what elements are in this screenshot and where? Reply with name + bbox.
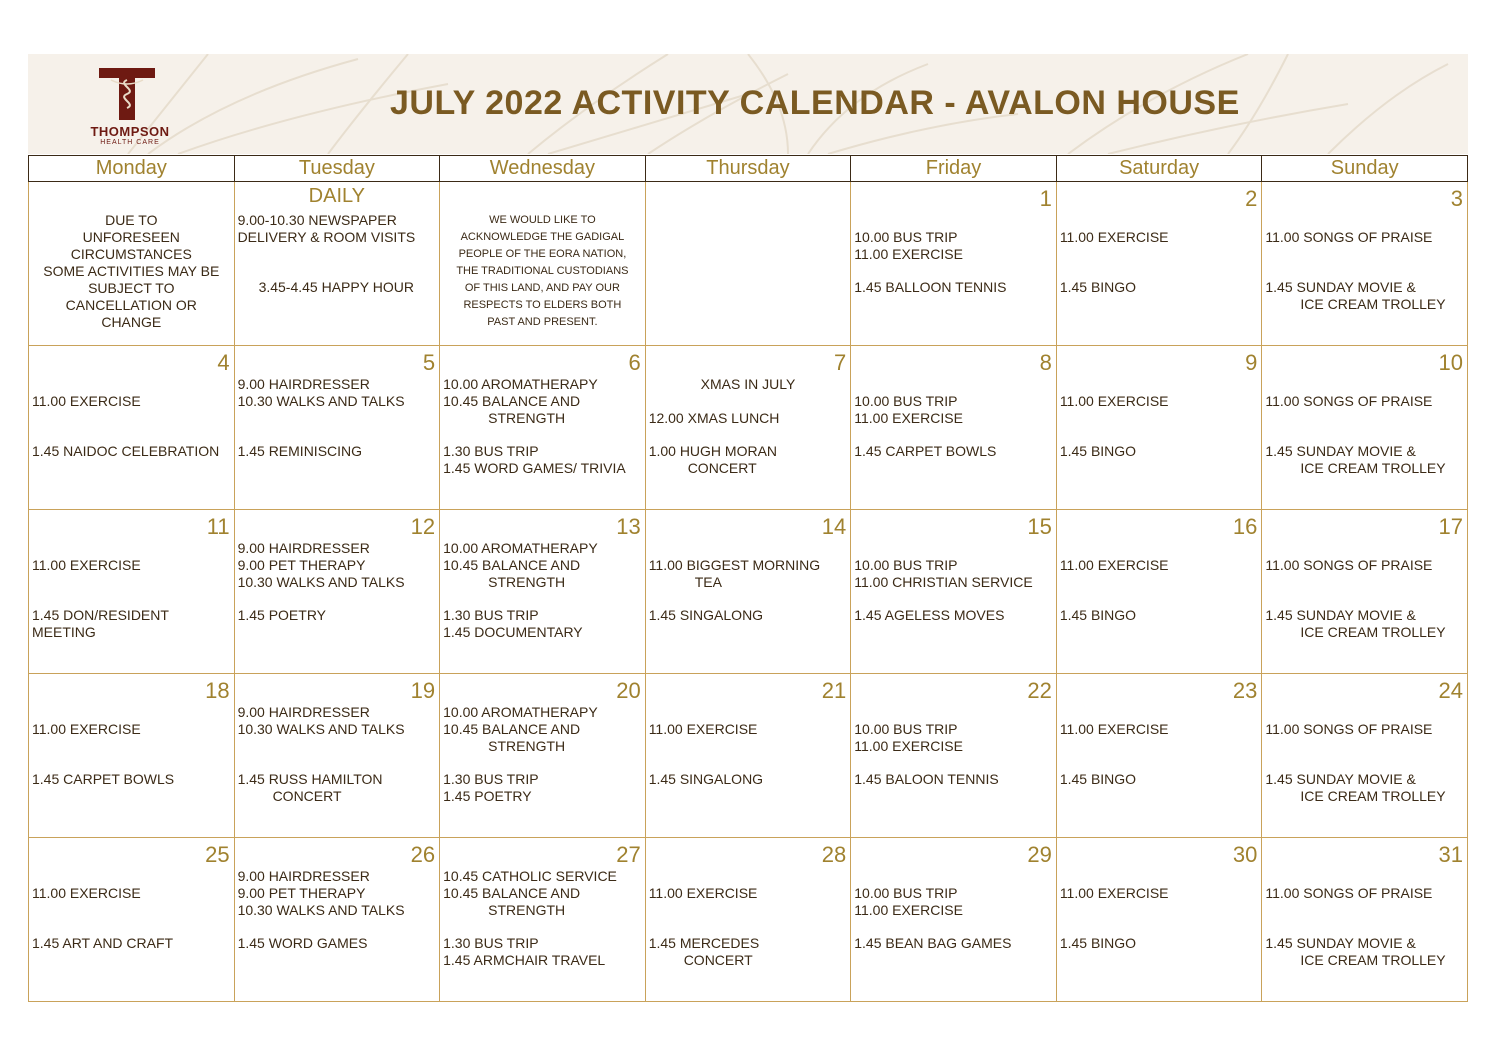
day-cell bbox=[1262, 674, 1468, 838]
day-number: 2 bbox=[1245, 186, 1258, 211]
day-cell bbox=[645, 838, 851, 1002]
activity: 1.45 DOCUMENTARY bbox=[443, 624, 583, 640]
day-cell bbox=[1262, 182, 1468, 346]
day-cell-acknowledgement bbox=[440, 182, 646, 346]
activity: 1.45 BINGO bbox=[1059, 279, 1137, 295]
page-title: JULY 2022 ACTIVITY CALENDAR - AVALON HOUSE bbox=[390, 84, 1240, 122]
activity: 11.00 EXERCISE bbox=[648, 885, 758, 901]
day-number: 26 bbox=[410, 842, 436, 867]
day-number: 1 bbox=[1039, 186, 1052, 211]
day-cell bbox=[645, 674, 851, 838]
activity: 10.00 BUS TRIP bbox=[854, 885, 958, 901]
activity: 1.45 WORD GAMES bbox=[237, 935, 368, 951]
activity: CONCERT bbox=[272, 788, 342, 804]
day-cell bbox=[29, 346, 235, 510]
activity: ICE CREAM TROLLEY bbox=[1300, 296, 1446, 312]
day-number: 17 bbox=[1438, 514, 1463, 539]
day-cell bbox=[1056, 674, 1262, 838]
thompson-logo-icon bbox=[97, 66, 157, 122]
activity: 1.30 BUS TRIP bbox=[443, 607, 539, 623]
activity: 9.00 HAIRDRESSER bbox=[237, 704, 370, 720]
day-number: 6 bbox=[628, 350, 641, 375]
activity: 10.00 AROMATHERAPY bbox=[443, 704, 598, 720]
activity: 1.45 DON/RESIDENT bbox=[32, 607, 169, 623]
week-row-4 bbox=[29, 674, 1468, 838]
ack-line: ACKNOWLEDGE THE GADIGAL bbox=[460, 231, 625, 243]
day-cell bbox=[440, 838, 646, 1002]
notice-line: SOME ACTIVITIES MAY BE bbox=[43, 263, 220, 279]
day-cell bbox=[851, 346, 1057, 510]
activity: 11.00 EXERCISE bbox=[32, 557, 141, 573]
day-cell bbox=[440, 510, 646, 674]
activity: 10.00 BUS TRIP bbox=[854, 721, 958, 737]
ack-line: RESPECTS TO ELDERS BOTH bbox=[463, 299, 622, 311]
day-number: 21 bbox=[821, 678, 847, 703]
day-cell bbox=[851, 510, 1057, 674]
activity: 10.30 WALKS AND TALKS bbox=[237, 574, 405, 590]
activity: 10.45 BALANCE AND bbox=[443, 557, 581, 573]
activity: 1.45 BEAN BAG GAMES bbox=[854, 935, 1012, 951]
day-cell bbox=[440, 346, 646, 510]
day-number: 3 bbox=[1450, 186, 1463, 211]
activity: 10.00 BUS TRIP bbox=[854, 393, 958, 409]
activity: 1.45 CARPET BOWLS bbox=[854, 443, 997, 459]
activity: STRENGTH bbox=[488, 410, 566, 426]
day-number: 19 bbox=[410, 678, 436, 703]
activity: 10.00 AROMATHERAPY bbox=[443, 376, 598, 392]
weekday-thursday: Thursday bbox=[645, 156, 851, 182]
day-cell bbox=[29, 838, 235, 1002]
activity: 9.00 PET THERAPY bbox=[237, 885, 366, 901]
activity: 1.45 MERCEDES bbox=[648, 935, 760, 951]
activity: 10.45 BALANCE AND bbox=[443, 393, 581, 409]
weekday-tuesday: Tuesday bbox=[234, 156, 440, 182]
day-cell bbox=[1056, 510, 1262, 674]
notice-line: SUBJECT TO bbox=[88, 280, 175, 296]
activity: MEETING bbox=[32, 624, 96, 640]
activity: 1.45 POETRY bbox=[237, 607, 327, 623]
activity: 9.00 HAIRDRESSER bbox=[237, 376, 370, 392]
day-cell-daily bbox=[234, 182, 440, 346]
activity: 12.00 XMAS LUNCH bbox=[648, 410, 780, 426]
activity: 9.00 PET THERAPY bbox=[237, 557, 366, 573]
day-cell bbox=[234, 510, 440, 674]
day-cell bbox=[1056, 838, 1262, 1002]
day-number: 27 bbox=[616, 842, 641, 867]
ack-line: PEOPLE OF THE EORA NATION, bbox=[458, 248, 627, 260]
activity: 1.45 AGELESS MOVES bbox=[854, 607, 1005, 623]
weekday-monday: Monday bbox=[29, 156, 235, 182]
activity: 11.00 EXERCISE bbox=[1059, 885, 1169, 901]
activity: 1.45 BALOON TENNIS bbox=[854, 771, 999, 787]
activity: 9.00 HAIRDRESSER bbox=[237, 868, 370, 884]
activity: 1.45 SUNDAY MOVIE & bbox=[1265, 935, 1416, 951]
day-cell bbox=[1056, 182, 1262, 346]
activity: 10.00 BUS TRIP bbox=[854, 229, 958, 245]
activity: 11.00 EXERCISE bbox=[32, 885, 141, 901]
activity: 1.45 SUNDAY MOVIE & bbox=[1265, 771, 1416, 787]
day-number: 24 bbox=[1438, 678, 1463, 703]
activity: 11.00 SONGS OF PRAISE bbox=[1265, 885, 1433, 901]
activity: ICE CREAM TROLLEY bbox=[1300, 460, 1446, 476]
activity: 1.45 BINGO bbox=[1059, 935, 1137, 951]
thompson-logo bbox=[30, 62, 230, 152]
activity: 11.00 SONGS OF PRAISE bbox=[1265, 393, 1433, 409]
day-cell bbox=[29, 674, 235, 838]
activity: 11.00 EXERCISE bbox=[1059, 557, 1169, 573]
activity: 1.45 RUSS HAMILTON bbox=[237, 771, 383, 787]
day-number: 18 bbox=[205, 678, 230, 703]
notice-line: CIRCUMSTANCES bbox=[70, 246, 192, 262]
day-number: 14 bbox=[821, 514, 847, 539]
activity: 1.30 BUS TRIP bbox=[443, 771, 539, 787]
calendar-grid bbox=[28, 155, 1468, 1002]
week-row-3 bbox=[29, 510, 1468, 674]
activity: 10.30 WALKS AND TALKS bbox=[237, 393, 405, 409]
day-number: 5 bbox=[422, 350, 436, 375]
activity: 11.00 SONGS OF PRAISE bbox=[1265, 721, 1433, 737]
ack-line: OF THIS LAND, AND PAY OUR bbox=[464, 282, 620, 294]
activity: 11.00 BIGGEST MORNING bbox=[648, 557, 821, 573]
activity: 3.45-4.45 HAPPY HOUR bbox=[258, 279, 414, 295]
day-cell bbox=[440, 674, 646, 838]
day-number: 15 bbox=[1027, 514, 1052, 539]
activity: 11.00 SONGS OF PRAISE bbox=[1265, 229, 1433, 245]
activity: 10.45 CATHOLIC SERVICE bbox=[443, 868, 617, 884]
day-cell bbox=[851, 674, 1057, 838]
activity: 10.30 WALKS AND TALKS bbox=[237, 721, 405, 737]
day-cell bbox=[29, 510, 235, 674]
day-number: 20 bbox=[616, 678, 641, 703]
activity: 11.00 EXERCISE bbox=[1059, 721, 1169, 737]
activity: DELIVERY & ROOM VISITS bbox=[237, 229, 416, 245]
activity: 1.45 NAIDOC CELEBRATION bbox=[32, 443, 220, 459]
activity: 1.45 WORD GAMES/ TRIVIA bbox=[443, 460, 626, 476]
activity: 10.00 BUS TRIP bbox=[854, 557, 958, 573]
activity: ICE CREAM TROLLEY bbox=[1300, 952, 1446, 968]
day-number: 8 bbox=[1039, 350, 1052, 375]
activity: 11.00 EXERCISE bbox=[854, 246, 963, 262]
activity: 9.00-10.30 NEWSPAPER bbox=[237, 212, 397, 228]
notice-line: CANCELLATION OR bbox=[65, 297, 197, 313]
activity: 1.45 BALLOON TENNIS bbox=[854, 279, 1007, 295]
activity: ICE CREAM TROLLEY bbox=[1300, 788, 1446, 804]
activity: TEA bbox=[694, 574, 722, 590]
activity: 10.30 WALKS AND TALKS bbox=[237, 902, 405, 918]
weekday-sunday: Sunday bbox=[1262, 156, 1468, 182]
activity: 1.45 ART AND CRAFT bbox=[32, 935, 174, 951]
ack-line: WE WOULD LIKE TO bbox=[489, 214, 596, 226]
activity: 11.00 EXERCISE bbox=[854, 738, 963, 754]
activity: CONCERT bbox=[687, 460, 757, 476]
day-number: 16 bbox=[1232, 514, 1258, 539]
logo-name: THOMPSON bbox=[90, 124, 170, 139]
ack-line: PAST AND PRESENT. bbox=[487, 316, 598, 328]
notice-line: DUE TO bbox=[105, 212, 158, 228]
activity: 1.45 POETRY bbox=[443, 788, 532, 804]
day-number: 4 bbox=[217, 350, 230, 375]
logo-subtitle: HEALTH CARE bbox=[100, 139, 160, 146]
day-number: 28 bbox=[821, 842, 847, 867]
activity: STRENGTH bbox=[488, 902, 566, 918]
activity: 1.45 SUNDAY MOVIE & bbox=[1265, 279, 1416, 295]
activity: 1.45 SINGALONG bbox=[648, 771, 764, 787]
activity: 1.00 HUGH MORAN bbox=[648, 443, 778, 459]
weekday-saturday: Saturday bbox=[1056, 156, 1262, 182]
day-cell bbox=[234, 838, 440, 1002]
activity: 1.45 SUNDAY MOVIE & bbox=[1265, 443, 1416, 459]
activity: 1.30 BUS TRIP bbox=[443, 935, 539, 951]
weekday-header-row bbox=[29, 156, 1468, 182]
activity: 9.00 HAIRDRESSER bbox=[237, 540, 370, 556]
activity: 1.45 SUNDAY MOVIE & bbox=[1265, 607, 1416, 623]
activity: 11.00 CHRISTIAN SERVICE bbox=[854, 574, 1033, 590]
day-number: 30 bbox=[1232, 842, 1258, 867]
activity: ICE CREAM TROLLEY bbox=[1300, 624, 1446, 640]
daily-heading: DAILY bbox=[308, 185, 365, 207]
ack-line: THE TRADITIONAL CUSTODIANS bbox=[456, 265, 629, 277]
week-row-1 bbox=[29, 182, 1468, 346]
day-number: 31 bbox=[1438, 842, 1463, 867]
day-number: 11 bbox=[206, 514, 230, 539]
activity: STRENGTH bbox=[488, 738, 566, 754]
activity: 11.00 EXERCISE bbox=[1059, 229, 1169, 245]
activity: 1.45 BINGO bbox=[1059, 771, 1137, 787]
day-cell bbox=[1262, 346, 1468, 510]
activity: 10.45 BALANCE AND bbox=[443, 885, 581, 901]
weekday-friday: Friday bbox=[851, 156, 1057, 182]
weekday-wednesday: Wednesday bbox=[440, 156, 646, 182]
activity: XMAS IN JULY bbox=[700, 376, 796, 392]
activity: 11.00 SONGS OF PRAISE bbox=[1265, 557, 1433, 573]
day-cell bbox=[1262, 838, 1468, 1002]
day-cell-empty bbox=[645, 182, 851, 346]
activity: 1.30 BUS TRIP bbox=[443, 443, 539, 459]
day-cell bbox=[1056, 346, 1262, 510]
day-number: 13 bbox=[616, 514, 641, 539]
activity: 11.00 EXERCISE bbox=[648, 721, 758, 737]
activity: 11.00 EXERCISE bbox=[854, 410, 963, 426]
activity: 11.00 EXERCISE bbox=[32, 393, 141, 409]
day-cell bbox=[851, 838, 1057, 1002]
activity: 10.45 BALANCE AND bbox=[443, 721, 581, 737]
day-cell bbox=[234, 346, 440, 510]
day-cell bbox=[234, 674, 440, 838]
day-number: 9 bbox=[1245, 350, 1258, 375]
activity: 11.00 EXERCISE bbox=[854, 902, 963, 918]
day-number: 23 bbox=[1232, 678, 1258, 703]
activity: CONCERT bbox=[683, 952, 753, 968]
cancellation-notice bbox=[29, 212, 234, 331]
week-row-2 bbox=[29, 346, 1468, 510]
notice-line: CHANGE bbox=[101, 314, 162, 330]
day-cell bbox=[645, 346, 851, 510]
day-number: 10 bbox=[1438, 350, 1463, 375]
day-number: 7 bbox=[834, 350, 847, 375]
day-number: 25 bbox=[205, 842, 230, 867]
day-cell bbox=[1262, 510, 1468, 674]
activity: 11.00 EXERCISE bbox=[1059, 393, 1169, 409]
notice-line: UNFORESEEN bbox=[82, 229, 180, 245]
activity: 1.45 BINGO bbox=[1059, 443, 1137, 459]
activity: 1.45 BINGO bbox=[1059, 607, 1137, 623]
activity: 1.45 REMINISCING bbox=[237, 443, 363, 459]
day-number: 12 bbox=[410, 514, 436, 539]
activity: 1.45 ARMCHAIR TRAVEL bbox=[443, 952, 606, 968]
activity: 10.00 AROMATHERAPY bbox=[443, 540, 598, 556]
day-cell bbox=[645, 510, 851, 674]
activity: 11.00 EXERCISE bbox=[32, 721, 141, 737]
activity: STRENGTH bbox=[488, 574, 566, 590]
day-cell bbox=[851, 182, 1057, 346]
activity: 1.45 CARPET BOWLS bbox=[32, 771, 175, 787]
day-number: 29 bbox=[1027, 842, 1052, 867]
day-number: 22 bbox=[1027, 678, 1052, 703]
country-acknowledgement bbox=[440, 212, 645, 331]
activity: 1.45 SINGALONG bbox=[648, 607, 764, 623]
day-cell-notice bbox=[29, 182, 235, 346]
week-row-5 bbox=[29, 838, 1468, 1002]
